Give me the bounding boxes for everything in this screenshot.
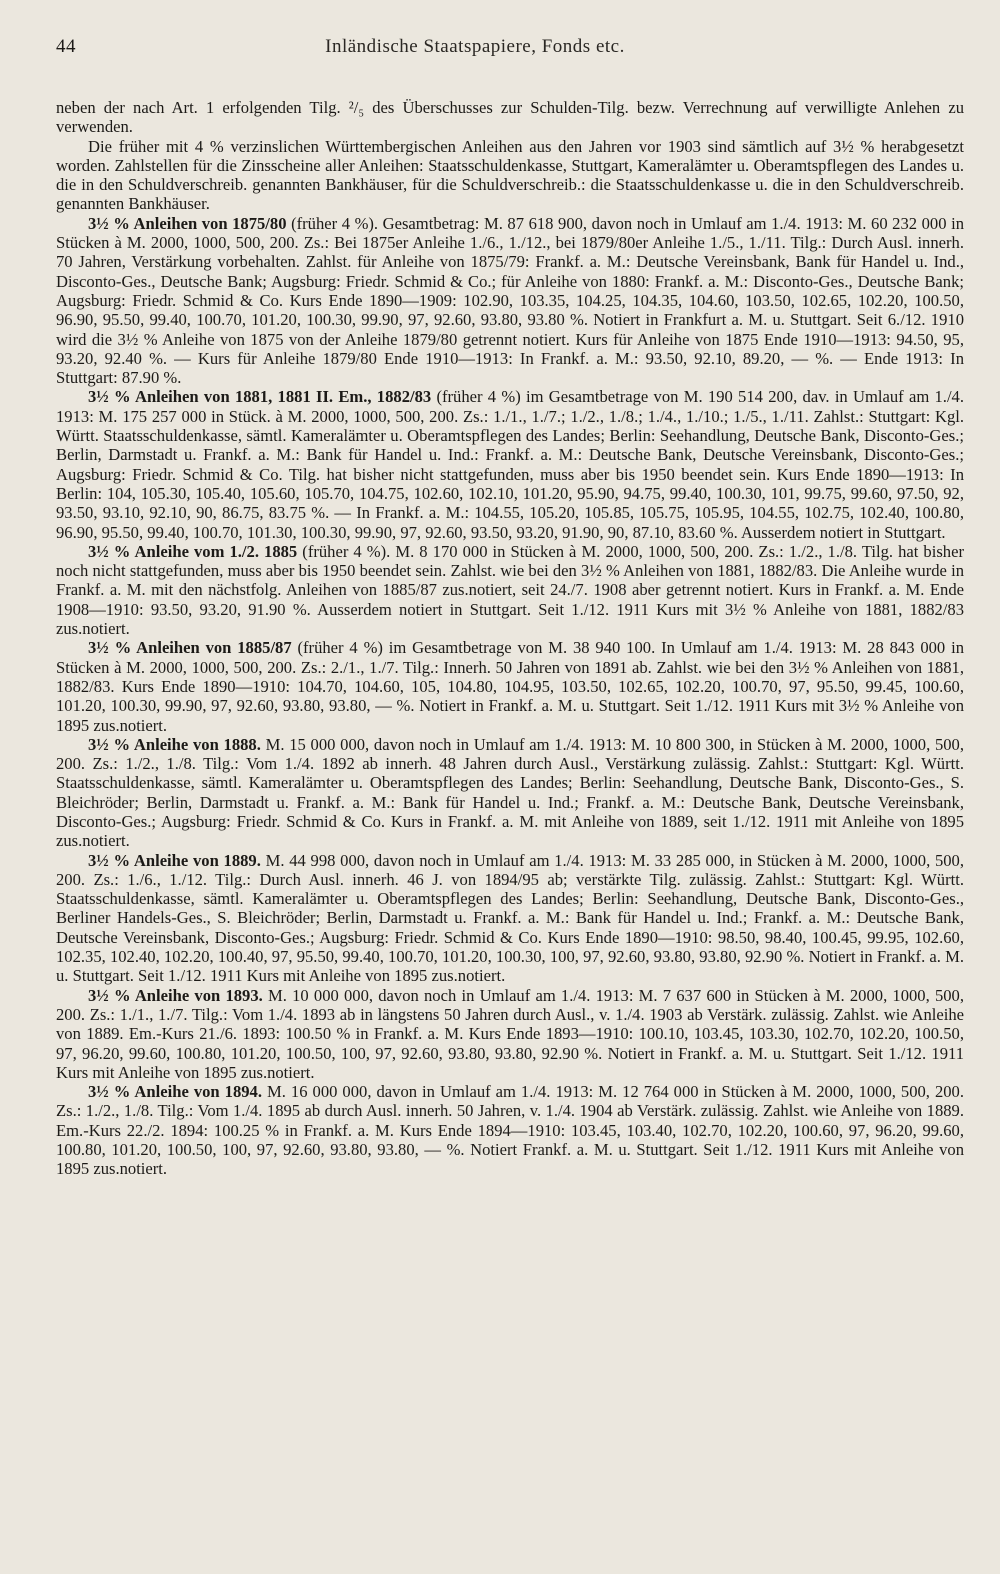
entry-text: (früher 4 %) im Gesamtbetrage von M. 38 940 100. In Umlauf am 1./4. 1913: M. 28 843 000 in Stücken à M. 2000, 1000, 500, 200. Zs.: 2./1., 1./7. Tilg.: Innerh. 50 Jahren von 1891 ab. Zahlst. wie bei den 3½ % Anleihen von 1881, 1882/83. Kurs Ende 1890—1910: 104.70, 104.60, 105, 104.80, 104.95, 103.50, 102.65, 102.20, 100.70, 97, 95.50, 99.45, 100.60, 101.20, 100.30, 99.90, 97, 92.60, 93.80, 93.80, — %. Notiert in Frankf. a. M. u. Stuttgart. Seit 1./12. 1911 Kurs mit 3½ % Anleihe von 1895 zus.notiert.: [56, 638, 964, 735]
entry-text: M. 15 000 000, davon noch in Umlauf am 1./4. 1913: M. 10 800 300, in Stücken à M. 2000, 1000, 500, 200. Zs.: 1./2., 1./8. Tilg.: Vom 1./4. 1892 ab innerh. 48 Jahren durch Ausl., Verstärkung zulässig. Zahlst.: Stuttgart: Kgl. Württ. Staatsschuldenkasse, sämtl. Kameralämter u. Oberamtspflegen des Landes; Berlin: Seehandlung, Deutsche Bank, Disconto-Ges., S. Bleichröder; Berlin, Darmstadt u. Frankf. a. M.: Bank für Handel u. Ind.; Frankf. a. M.: Deutsche Bank, Deutsche Vereinsbank, Disconto-Ges.; Augsburg: Friedr. Schmid & Co. Kurs in Frankf. a. M. mit Anleihe von 1889, seit 1./12. 1911 mit Anleihe von 1895 zus.notiert.: [56, 734, 964, 851]
paragraph: [56, 735, 964, 851]
paragraph: [56, 1082, 964, 1178]
entry-text: M. 16 000 000, davon in Umlauf am 1./4. 1913: M. 12 764 000 in Stücken à M. 2000, 1000, 500, 200. Zs.: 1./2., 1./8. Tilg.: Vom 1./4. 1895 ab durch Ausl. innerh. 50 Jahren, v. 1./4. 1904 ab Verstärk. zulässig. Zahlst. wie Anleihe von 1889. Em.-Kurs 22./2. 1894: 100.25 % in Frankf. a. M. Kurs Ende 1894—1910: 103.45, 103.40, 102.70, 102.20, 100.60, 97, 96.20, 99.60, 100.80, 101.20, 100.50, 100, 97, 92.60, 93.80, 93.80, — %. Notiert Frankf. a. M. u. Stuttgart. Seit 1./12. 1911 Kurs mit Anleihe von 1895 zus.notiert.: [56, 1082, 964, 1179]
paragraph: [56, 986, 964, 1082]
paragraph: [56, 638, 964, 734]
entry-title: 3½ % Anleihen von 1875/80: [88, 213, 287, 233]
page-number: 44: [56, 36, 76, 57]
entry-title: 3½ % Anleihe von 1888.: [88, 734, 261, 754]
entry-text: (früher 4 %). Gesamtbetrag: M. 87 618 900, davon noch in Umlauf am 1./4. 1913: M. 60 232 000 in Stücken à M. 2000, 1000, 500, 200. Zs.: Bei 1875er Anleihe 1./6., 1./12., bei 1879/80er Anleihe 1./5., 1./11. Tilg.: Durch Ausl. innerh. 70 Jahren, Verstärkung vorbehalten. Zahlst. für Anleihe von 1875/79: Frankf. a. M.: Deutsche Vereinsbank, Bank für Handel u. Ind., Disconto-Ges., Deutsche Bank; Augsburg: Friedr. Schmid & Co.; für Anleihe von 1880: Frankf. a. M.: Disconto-Ges., Deutsche Bank; Augsburg: Friedr. Schmid & Co. Kurs Ende 1890—1909: 102.90, 103.35, 104.25, 104.35, 104.60, 103.50, 102.65, 102.20, 100.50, 96.90, 95.50, 99.40, 100.70, 101.20, 100.30, 99.90, 97, 92.60, 93.80, 93.80 %. Notiert in Frankfurt a. M. u. Stuttgart. Seit 6./12. 1910 wird die 3½ % Anleihe von 1875 von der Anleihe 1879/80 getrennt notiert. Kurs für Anleihe von 1875 Ende 1910—1913: 94.50, 95, 93.20, 92.40 %. — Kurs für Anleihe 1879/80 Ende 1910—1913: In Frankf. a. M.: 93.50, 92.10, 89.20, — %. — Ende 1913: In Stuttgart: 87.90 %.: [56, 213, 964, 388]
entry-title: 3½ % Anleihe von 1889.: [88, 850, 261, 870]
paragraph: [56, 137, 964, 214]
entry-title: 3½ % Anleihen von 1881, 1881 II. Em., 1882/83: [88, 387, 432, 407]
paragraph: [56, 98, 964, 137]
running-title: Inländische Staatspapiere, Fonds etc.: [325, 36, 625, 57]
entry-title: 3½ % Anleihen von 1885/87: [88, 638, 292, 658]
paragraph: [56, 387, 964, 541]
paragraph: [56, 542, 964, 638]
page-header: [56, 36, 964, 58]
entry-title: 3½ % Anleihe von 1893.: [88, 985, 263, 1005]
paragraph: [56, 214, 964, 388]
entry-text: Die früher mit 4 % verzinslichen Württembergischen Anleihen aus den Jahren vor 1903 sind sämtlich auf 3½ % herabgesetzt worden. Zahlstellen für die Zinsscheine aller Anleihen: Staatsschuldenkasse, Stuttgart, Kameralämter u. Oberamtspflegen des Landes u. die in den Schuldverschreib. genannten Bankhäuser, für die Schuldverschreib.: die Staatsschuldenkasse u. die in den Schuldverschreib. genannten Bankhäuser.: [56, 136, 964, 214]
entry-text: neben der nach Art. 1 erfolgenden Tilg. ²/₅ des Überschusses zur Schulden-Tilg. bezw. Verrechnung auf verwilligte Anlehen zu verwenden.: [56, 98, 964, 137]
entry-text: M. 10 000 000, davon noch in Umlauf am 1./4. 1913: M. 7 637 600 in Stücken à M. 2000, 1000, 500, 200. Zs.: 1./1., 1./7. Tilg.: Vom 1./4. 1893 ab in längstens 50 Jahren durch Ausl., v. 1./4. 1903 ab Verstärk. zulässig. Zahlst. wie Anleihe von 1889. Em.-Kurs 21./6. 1893: 100.50 % in Frankf. a. M. Kurs Ende 1893—1910: 100.10, 103.45, 103.30, 102.70, 102.20, 100.50, 97, 96.20, 99.60, 100.80, 101.20, 100.50, 100, 97, 92.60, 93.80, 93.80, 92.90 %. Notiert in Frankf. a. M. u. Stuttgart. Seit 1./12. 1911 Kurs mit Anleihe von 1895 zus.notiert.: [56, 985, 964, 1082]
paragraph: [56, 851, 964, 986]
entry-text: M. 44 998 000, davon noch in Umlauf am 1./4. 1913: M. 33 285 000, in Stücken à M. 2000, 1000, 500, 200. Zs.: 1./6., 1./12. Tilg.: Durch Ausl. innerh. 46 J. von 1894/95 ab; verstärkte Tilg. zulässig. Zahlst.: Stuttgart: Kgl. Württ. Staatsschuldenkasse, sämtl. Kameralämter u. Oberamtspflegen des Landes; Berlin: Seehandlung, Deutsche Bank, Disconto-Ges., Berliner Handels-Ges., S. Bleichröder; Berlin, Darmstadt u. Frankf. a. M.: Bank für Handel u. Ind.; Frankf. a. M.: Deutsche Bank, Deutsche Vereinsbank, Disconto-Ges.; Augsburg: Friedr. Schmid & Co. Kurs Ende 1890—1910: 98.50, 98.40, 100.45, 99.95, 102.60, 102.35, 102.40, 102.20, 100.40, 97, 95.50, 99.40, 100.70, 101.20, 100.30, 100, 97, 92.60, 93.80, 93.80, 92.90 %. Notiert in Frankf. a. M. u. Stuttgart. Seit 1./12. 1911 Kurs mit Anleihe von 1895 zus.notiert.: [56, 850, 964, 986]
entry-title: 3½ % Anleihe vom 1./2. 1885: [88, 541, 298, 561]
entry-text: (früher 4 %). M. 8 170 000 in Stücken à M. 2000, 1000, 500, 200. Zs.: 1./2., 1./8. Tilg. hat bisher noch nicht stattgefunden, muss aber bis 1950 beendet sein. Zahlst. wie bei den 3½ % Anleihen von 1881, 1882/83. Die Anleihe wurde in Frankf. a. M. mit den nächstfolg. Anleihen von 1885/87 zus.notiert, seit 24./7. 1908 aber getrennt notiert. Kurs in Frankf. a. M. Ende 1908—1910: 93.50, 93.20, 91.90 %. Ausserdem notiert in Stuttgart. Seit 1./12. 1911 Kurs mit 3½ % Anleihe von 1881, 1882/83 zus.notiert.: [56, 541, 964, 639]
body-text: [56, 98, 964, 1179]
entry-text: (früher 4 %) im Gesamtbetrage von M. 190 514 200, dav. in Umlauf am 1./4. 1913: M. 175 257 000 in Stück. à M. 2000, 1000, 500, 200. Zs.: 1./1., 1./7.; 1./2., 1./8.; 1./4., 1./10.; 1./5., 1./11. Zahlst.: Stuttgart: Kgl. Württ. Staatsschuldenkasse, sämtl. Kameralämter u. Oberamtspflegen des Landes; Berlin: Seehandlung, Deutsche Bank, Disconto-Ges.; Berlin, Darmstadt u. Frankf. a. M.: Bank für Handel u. Ind.: Frankf. a. M.: Deutsche Bank, Deutsche Vereinsbank, Disconto-Ges.; Augsburg: Friedr. Schmid & Co. Tilg. hat bisher nicht stattgefunden, muss aber bis 1950 beendet sein. Kurs Ende 1890—1913: In Berlin: 104, 105.30, 105.40, 105.60, 105.70, 104.75, 102.60, 102.10, 101.20, 95.90, 94.75, 99.40, 100.30, 101, 99.75, 99.60, 97.50, 92, 93.50, 93.10, 92.10, 90, 86.75, 83.75 %. — In Frankf. a. M.: 104.55, 105.20, 105.85, 105.75, 105.95, 104.55, 102.75, 102.40, 100.80, 96.90, 95.50, 99.40, 100.70, 101.30, 100.30, 99.90, 97, 92.60, 93.50, 93.20, 91.90, 90, 87.10, 83.60 %. Ausserdem notiert in Stuttgart.: [56, 387, 965, 542]
entry-title: 3½ % Anleihe von 1894.: [88, 1082, 263, 1102]
